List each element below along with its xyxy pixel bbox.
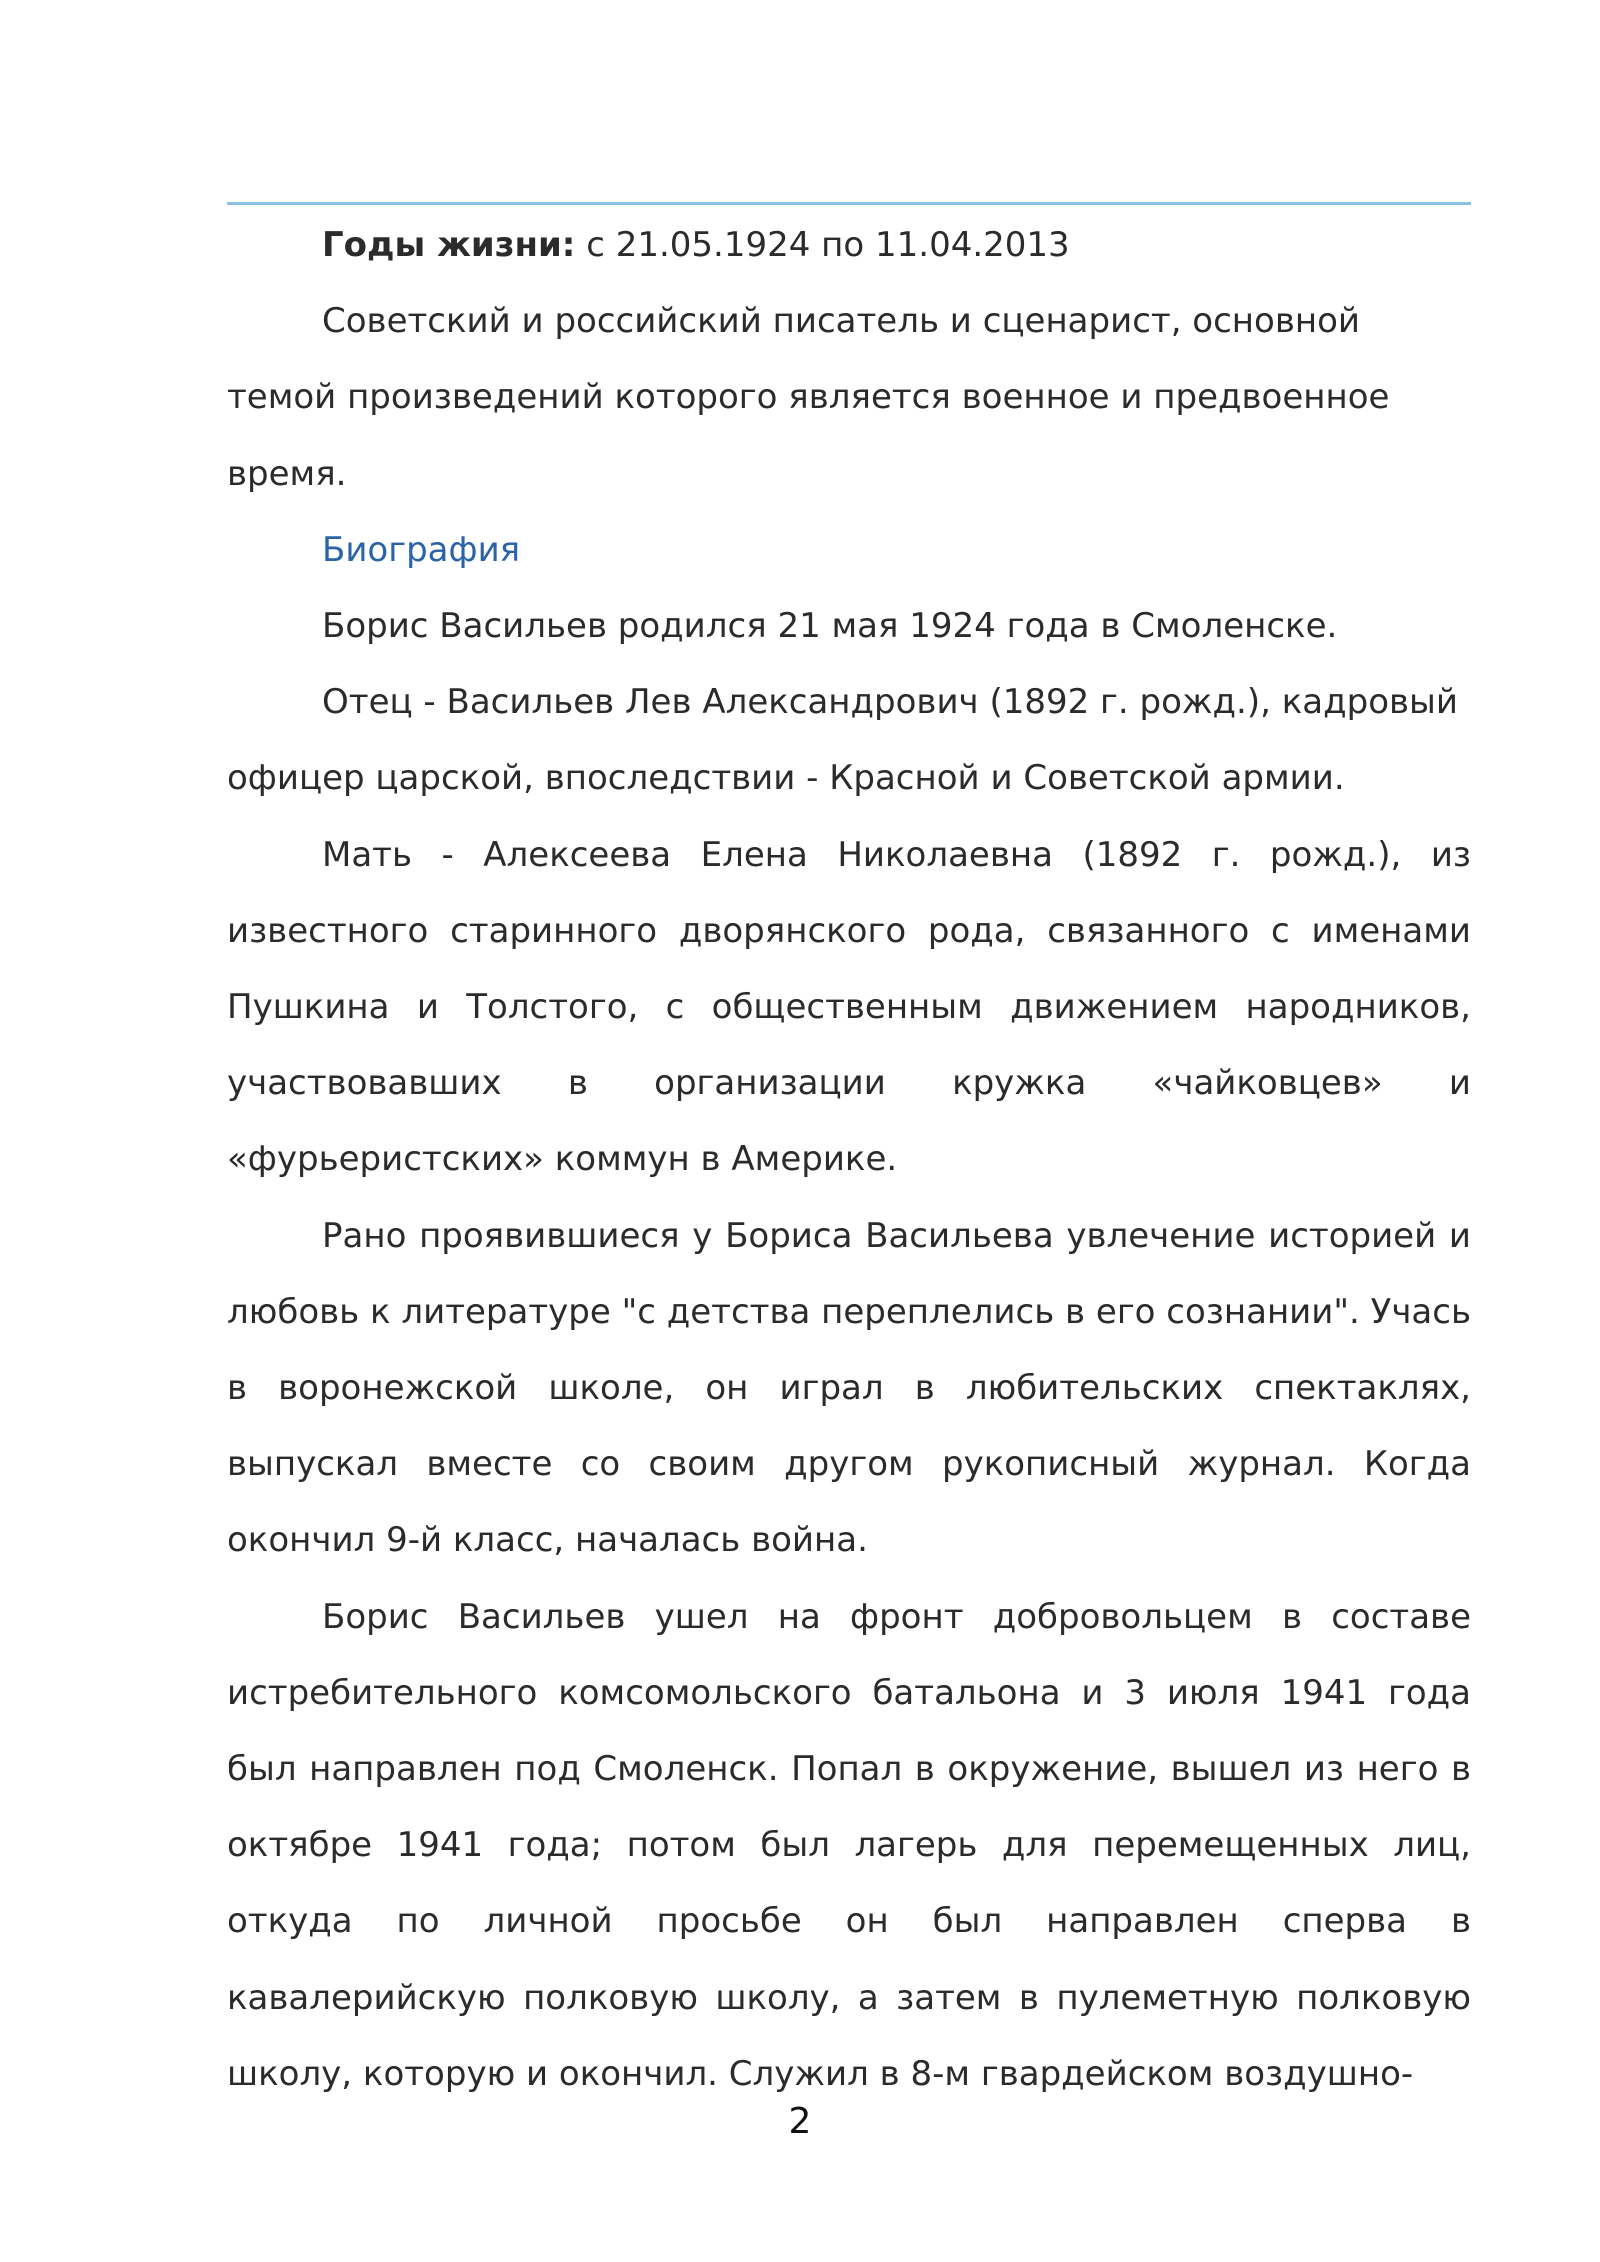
life-years-value: с 21.05.1924 по 11.04.2013 [575,225,1070,265]
life-years-line [227,207,1471,283]
intro-paragraph: Советский и российский писатель и сценарист, основной темой произведений которого является военное и предвоенное время. [227,301,1390,494]
life-years-label: Годы жизни: [322,225,576,265]
header-rule [227,202,1471,205]
paragraph-childhood: Рано проявившиеся у Бориса Васильева увлечение историей и любовь к литературе "с детства переплелись в его сознании". Учась в воронежской школе, он играл в любительских спектаклях, выпускал вместе со своим другом рукописный журнал. Когда окончил 9-й класс, началась война. [227,1215,1471,1561]
paragraph-mother: Мать - Алексеева Елена Николаевна (1892 г. рожд.), из известного старинного дворянского рода, связанного с именами Пушкина и Толстого, с общественным движением народников, участвовавших в организации кружка «чайковцев» и «фурьеристских» коммун в Америке. [227,834,1471,1180]
paragraph-father: Отец - Васильев Лев Александрович (1892 г. рожд.), кадровый офицер царской, впоследствии - Красной и Советской армии. [227,682,1458,799]
page-number: 2 [788,2101,812,2142]
document-body [227,207,1471,2112]
paragraph-birth: Борис Васильев родился 21 мая 1924 года в Смоленске. [322,606,1338,647]
biography-heading: Биография [322,529,521,570]
paragraph-war: Борис Васильев ушел на фронт добровольцем в составе истребительного комсомольского батальона и 3 июля 1941 года был направлен под Смоленск. Попал в окружение, вышел из него в октябре 1941 года; потом был лагерь для перемещенных лиц, откуда по личной просьбе он был направлен сперва в кавалерийскую полковую школу, а затем в пулеметную полковую школу, которую и окончил. Служил в 8-м гвардейском воздушно- [227,1596,1471,2094]
